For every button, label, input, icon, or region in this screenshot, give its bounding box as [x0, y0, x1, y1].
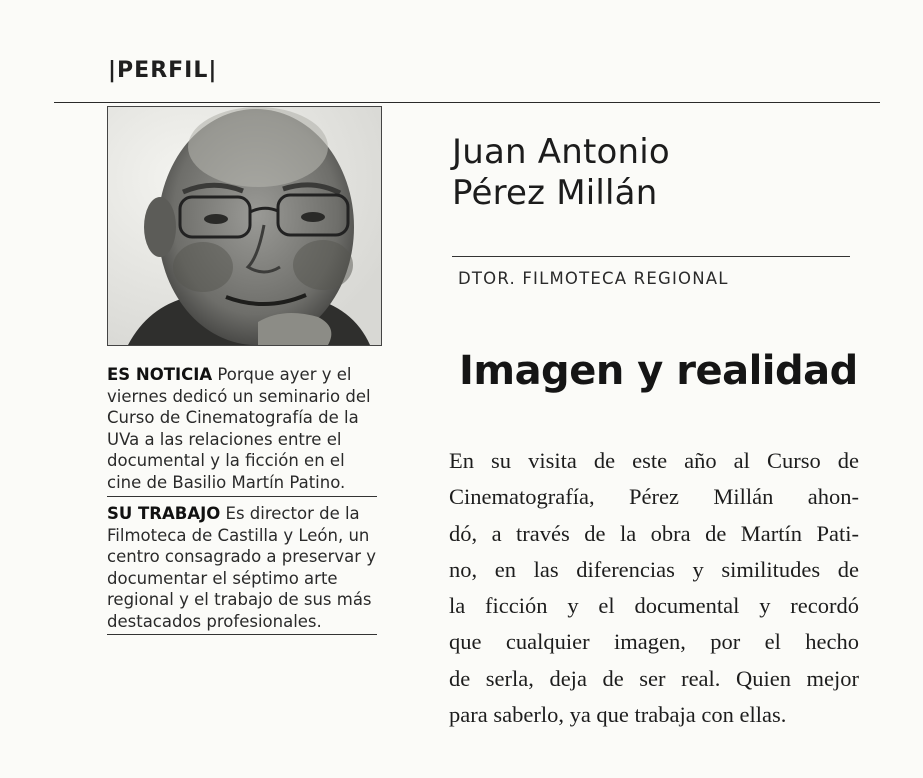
top-divider — [54, 102, 880, 103]
article-body-line: que cualquier imagen, por el hecho — [449, 629, 859, 655]
sidebar-notes — [107, 364, 377, 635]
es-noticia-text: Porque ayer y el viernes dedicó un seminario del Curso de Cinematografía de la UVa a las relaciones entre el documental y la ficción en el cine de Basilio Martín Patino. — [107, 365, 371, 492]
article-body-line: de serla, deja de ser real. Quien mejor — [449, 665, 859, 691]
su-trabajo-label: SU TRABAJO — [107, 504, 221, 523]
profile-role: DTOR. FILMOTECA REGIONAL — [458, 269, 729, 288]
profile-name — [452, 132, 872, 214]
portrait-photo — [107, 106, 382, 346]
profile-name-line1: Juan Antonio — [452, 132, 670, 172]
article-headline: Imagen y realidad — [459, 348, 858, 394]
article-body-line: Cinematografía, Pérez Millán ahon- — [449, 484, 859, 510]
section-tag: |PERFIL| — [108, 58, 218, 83]
es-noticia-block — [107, 364, 377, 497]
su-trabajo-text: Es director de la Filmoteca de Castilla y León, un centro consagrado a preservar y documentar el séptimo arte regional y el trabajo de sus más destacados profesionales. — [107, 504, 377, 631]
name-divider — [452, 256, 850, 257]
su-trabajo-block — [107, 503, 377, 635]
article-body-line: En su visita de este año al Curso de — [449, 448, 859, 473]
portrait-photo-icon — [108, 107, 381, 345]
es-noticia-label: ES NOTICIA — [107, 365, 213, 384]
article-body-line: para saberlo, ya que trabaja con ellas. — [449, 702, 787, 728]
article-body-line: dó, a través de la obra de Martín Pati- — [449, 520, 859, 546]
profile-name-line2: Pérez Millán — [452, 173, 658, 213]
article-body — [449, 443, 859, 733]
article-body-line: no, en las diferencias y similitudes de — [449, 556, 859, 582]
article-body-line: la ficción y el documental y recordó — [449, 593, 859, 619]
